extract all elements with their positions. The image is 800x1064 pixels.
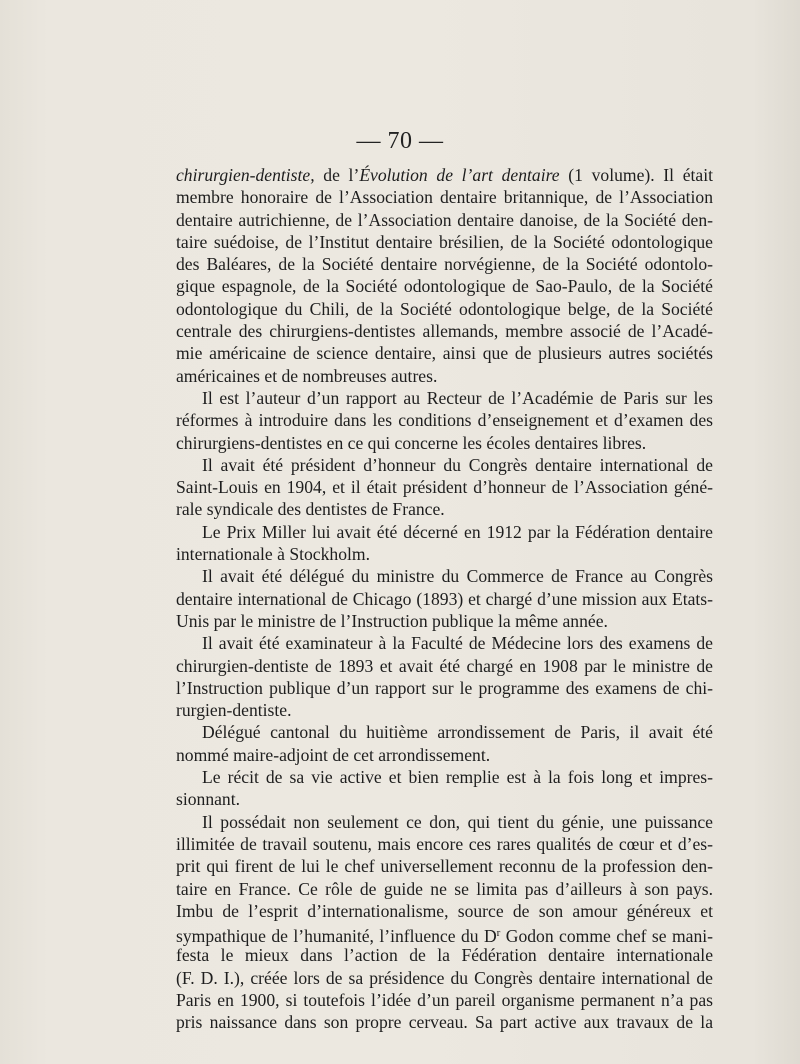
text-line: Saint-Louis en 1904, et il était président d’honneur de l’Association géné- [176,477,713,498]
superscript: r [496,927,501,940]
text-line: rale syndicale des dentistes de France. [176,499,445,520]
page-number: — 70 — [356,128,444,154]
paragraph-start: Délégué cantonal du huitième arrondissement de Paris, il avait été [202,722,713,743]
text-line: dentaire autrichienne, de l’Association dentaire danoise, de la Société den- [176,209,713,230]
paragraph-start: Il est l’auteur d’un rapport au Recteur de l’Académie de Paris sur les [202,387,713,408]
text-line [176,922,713,947]
text-line: américaines et de nombreuses autres. [176,365,438,386]
text-line: gique espagnole, de la Société odontologique de Sao-Paulo, de la Société [176,276,713,297]
text-line: taire suédoise, de l’Institut dentaire brésilien, de la Société odontologique [176,231,713,252]
text-line: chirurgiens-dentistes en ce qui concerne les écoles dentaires libres. [176,432,647,453]
text-line [176,164,713,186]
text-run: (1 volume). Il était [559,165,714,185]
text-line: odontologique du Chili, de la Société odontologique belge, de la Société [176,298,713,319]
text-line: mie américaine de science dentaire, ainsi que de plusieurs autres sociétés [176,343,713,364]
text-line: festa le mieux dans l’action de la Fédération dentaire internationale [176,945,713,966]
paragraph-start: Le récit de sa vie active et bien remplie est à la fois long et impres- [202,767,713,788]
paragraph-start: Le Prix Miller lui avait été décerné en 1912 par la Fédération dentaire [202,521,713,542]
book-title: Évolution de l’art dentaire [359,165,560,185]
text-line: Imbu de l’esprit d’internationalisme, source de son amour généreux et [176,900,713,921]
text-line: nommé maire-adjoint de cet arrondissement. [176,744,491,765]
text-line: taire en France. Ce rôle de guide ne se limita pas d’ailleurs à son pays. [176,878,713,899]
text-line: rurgien-dentiste. [176,700,292,721]
paragraph-start: Il possédait non seulement ce don, qui tient du génie, une puissance [202,811,713,832]
text-run: de l’ [314,165,360,185]
text-line: membre honoraire de l’Association dentaire britannique, de l’Association [176,187,713,208]
text-line: Unis par le ministre de l’Instruction publique la même année. [176,610,608,631]
text-line: l’Instruction publique d’un rapport sur le programme des examens de chi- [176,677,713,698]
text-line: (F. D. I.), créée lors de sa présidence du Congrès dentaire international de [176,967,713,988]
text-line: illimitée de travail soutenu, mais encore ces rares qualités de cœur et d’es- [176,833,713,854]
text-run: Godon comme chef se mani- [500,926,713,947]
italic-term: chirurgien-dentiste, [176,165,315,185]
text-line: sionnant. [176,789,241,810]
text-line: réformes à introduire dans les conditions d’enseignement et d’examen des [176,410,713,431]
text-line: chirurgien-dentiste de 1893 et avait été chargé en 1908 par le ministre de [176,655,713,676]
text-line: pris naissance dans son propre cerveau. Sa part active aux travaux de la [176,1012,713,1033]
text-line: internationale à Stockholm. [176,544,370,565]
text-line: Paris en 1900, si toutefois l’idée d’un pareil organisme permanent n’a pas [176,989,713,1010]
paragraph-start: Il avait été examinateur à la Faculté de Médecine lors des examens de [202,633,713,654]
text-line: dentaire international de Chicago (1893) et chargé d’une mission aux Etats- [176,588,713,609]
text-line: des Baléares, de la Société dentaire norvégienne, de la Société odontolo- [176,254,713,275]
text-line: centrale des chirurgiens-dentistes allemands, membre associé de l’Acadé- [176,321,713,342]
paragraph-start: Il avait été délégué du ministre du Commerce de France au Congrès [202,566,713,587]
body-text [176,164,713,1034]
text-run: sympathique de l’humanité, l’influence du D [176,926,497,947]
paragraph-start: Il avait été président d’honneur du Congrès dentaire international de [202,454,713,475]
text-line: prit qui firent de lui le chef universellement reconnu de la profession den- [176,856,713,877]
